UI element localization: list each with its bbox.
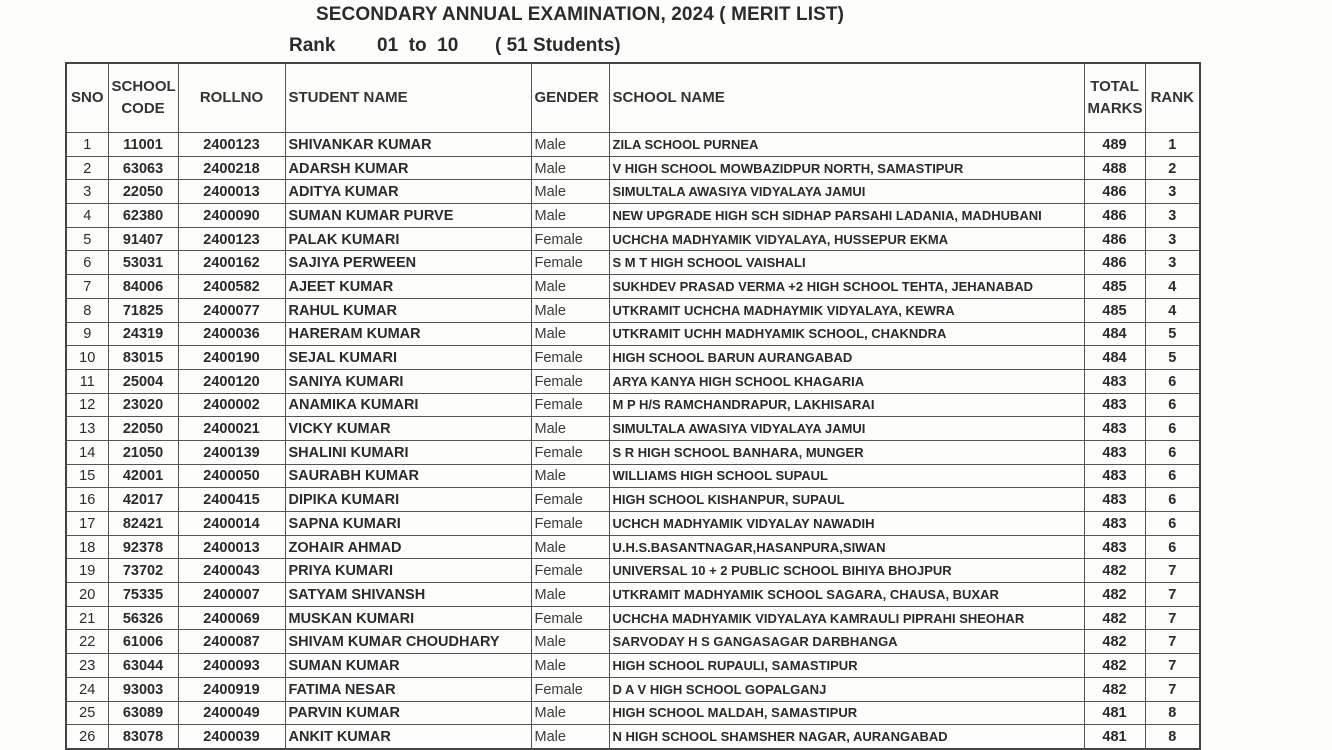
- table-row: [66, 654, 1200, 678]
- cell-school-name: SIMULTALA AWASIYA VIDYALAYA JAMUI: [609, 180, 1084, 204]
- cell-student-name: SATYAM SHIVANSH: [285, 583, 531, 607]
- cell-total-marks: 483: [1084, 393, 1145, 417]
- header-total-marks-line2: MARKS: [1087, 100, 1143, 117]
- cell-rank: 3: [1145, 227, 1200, 251]
- cell-rollno: 2400090: [178, 204, 285, 228]
- table-row: [66, 583, 1200, 607]
- table-row: [66, 701, 1200, 725]
- cell-school-code: 63044: [108, 654, 178, 678]
- cell-total-marks: 482: [1084, 559, 1145, 583]
- cell-gender: Female: [531, 251, 609, 275]
- cell-rank: 1: [1145, 133, 1200, 157]
- cell-student-name: SAURABH KUMAR: [285, 464, 531, 488]
- cell-gender: Male: [531, 180, 609, 204]
- cell-student-name: PARVIN KUMAR: [285, 701, 531, 725]
- cell-rank: 6: [1145, 440, 1200, 464]
- cell-school-name: S M T HIGH SCHOOL VAISHALI: [609, 251, 1084, 275]
- cell-sno: 25: [66, 701, 108, 725]
- cell-rollno: 2400120: [178, 369, 285, 393]
- table-row: [66, 559, 1200, 583]
- cell-student-name: SEJAL KUMARI: [285, 346, 531, 370]
- cell-school-name: U.H.S.BASANTNAGAR,HASANPURA,SIWAN: [609, 535, 1084, 559]
- table-row: [66, 275, 1200, 299]
- cell-school-name: V HIGH SCHOOL MOWBAZIDPUR NORTH, SAMASTIPUR: [609, 156, 1084, 180]
- cell-total-marks: 486: [1084, 180, 1145, 204]
- cell-rank: 5: [1145, 322, 1200, 346]
- cell-sno: 6: [66, 251, 108, 275]
- cell-school-name: UCHCHA MADHYAMIK VIDYALAYA KAMRAULI PIPRAHI SHEOHAR: [609, 606, 1084, 630]
- cell-school-code: 42001: [108, 464, 178, 488]
- header-total-marks-line1: TOTAL: [1090, 78, 1139, 95]
- header-rollno: ROLLNO: [178, 63, 285, 133]
- cell-student-name: AJEET KUMAR: [285, 275, 531, 299]
- cell-school-code: 63063: [108, 156, 178, 180]
- cell-sno: 20: [66, 583, 108, 607]
- table-row: [66, 440, 1200, 464]
- table-row: [66, 180, 1200, 204]
- cell-sno: 14: [66, 440, 108, 464]
- cell-rank: 4: [1145, 275, 1200, 299]
- cell-rollno: 2400415: [178, 488, 285, 512]
- cell-student-name: PALAK KUMARI: [285, 227, 531, 251]
- cell-rank: 3: [1145, 204, 1200, 228]
- cell-student-name: HARERAM KUMAR: [285, 322, 531, 346]
- cell-sno: 12: [66, 393, 108, 417]
- header-student-name: STUDENT NAME: [285, 63, 531, 133]
- cell-rank: 6: [1145, 369, 1200, 393]
- cell-gender: Male: [531, 654, 609, 678]
- cell-student-name: ADARSH KUMAR: [285, 156, 531, 180]
- cell-school-code: 75335: [108, 583, 178, 607]
- cell-total-marks: 484: [1084, 346, 1145, 370]
- cell-rollno: 2400077: [178, 298, 285, 322]
- cell-school-code: 82421: [108, 512, 178, 536]
- cell-total-marks: 482: [1084, 654, 1145, 678]
- table-header-row: [66, 63, 1200, 133]
- cell-gender: Male: [531, 133, 609, 157]
- cell-sno: 17: [66, 512, 108, 536]
- cell-rank: 7: [1145, 559, 1200, 583]
- cell-gender: Male: [531, 298, 609, 322]
- cell-rollno: 2400123: [178, 133, 285, 157]
- table-row: [66, 133, 1200, 157]
- cell-rank: 2: [1145, 156, 1200, 180]
- table-row: [66, 204, 1200, 228]
- cell-school-code: 62380: [108, 204, 178, 228]
- cell-total-marks: 482: [1084, 630, 1145, 654]
- cell-student-name: SHIVAM KUMAR CHOUDHARY: [285, 630, 531, 654]
- cell-gender: Female: [531, 369, 609, 393]
- cell-rollno: 2400162: [178, 251, 285, 275]
- cell-school-code: 24319: [108, 322, 178, 346]
- cell-sno: 21: [66, 606, 108, 630]
- cell-school-code: 83078: [108, 725, 178, 749]
- cell-total-marks: 483: [1084, 440, 1145, 464]
- cell-total-marks: 482: [1084, 677, 1145, 701]
- cell-total-marks: 481: [1084, 701, 1145, 725]
- cell-student-name: SUMAN KUMAR: [285, 654, 531, 678]
- cell-sno: 18: [66, 535, 108, 559]
- cell-rank: 7: [1145, 630, 1200, 654]
- cell-student-name: ANKIT KUMAR: [285, 725, 531, 749]
- cell-sno: 13: [66, 417, 108, 441]
- cell-school-code: 11001: [108, 133, 178, 157]
- cell-gender: Male: [531, 204, 609, 228]
- document-subtitle: [289, 35, 621, 57]
- cell-total-marks: 483: [1084, 464, 1145, 488]
- cell-school-name: UNIVERSAL 10 + 2 PUBLIC SCHOOL BIHIYA BHOJPUR: [609, 559, 1084, 583]
- cell-sno: 19: [66, 559, 108, 583]
- cell-school-name: SIMULTALA AWASIYA VIDYALAYA JAMUI: [609, 417, 1084, 441]
- cell-rank: 3: [1145, 251, 1200, 275]
- cell-total-marks: 486: [1084, 251, 1145, 275]
- table-row: [66, 298, 1200, 322]
- table-row: [66, 251, 1200, 275]
- table-row: [66, 322, 1200, 346]
- cell-student-name: ADITYA KUMAR: [285, 180, 531, 204]
- cell-total-marks: 485: [1084, 298, 1145, 322]
- table-body: [66, 133, 1200, 749]
- cell-school-name: ARYA KANYA HIGH SCHOOL KHAGARIA: [609, 369, 1084, 393]
- cell-school-code: 22050: [108, 417, 178, 441]
- cell-rollno: 2400039: [178, 725, 285, 749]
- cell-rollno: 2400087: [178, 630, 285, 654]
- cell-gender: Male: [531, 701, 609, 725]
- cell-gender: Male: [531, 535, 609, 559]
- cell-school-name: D A V HIGH SCHOOL GOPALGANJ: [609, 677, 1084, 701]
- cell-rank: 6: [1145, 417, 1200, 441]
- cell-total-marks: 481: [1084, 725, 1145, 749]
- table-row: [66, 156, 1200, 180]
- cell-school-name: UCHCHA MADHYAMIK VIDYALAYA, HUSSEPUR EKMA: [609, 227, 1084, 251]
- header-sno: SNO: [66, 63, 108, 133]
- cell-school-code: 61006: [108, 630, 178, 654]
- cell-rollno: 2400123: [178, 227, 285, 251]
- cell-rank: 6: [1145, 535, 1200, 559]
- student-count: ( 51 Students): [495, 35, 621, 56]
- cell-rollno: 2400093: [178, 654, 285, 678]
- cell-school-code: 53031: [108, 251, 178, 275]
- cell-rank: 3: [1145, 180, 1200, 204]
- cell-sno: 1: [66, 133, 108, 157]
- cell-total-marks: 486: [1084, 227, 1145, 251]
- cell-rollno: 2400190: [178, 346, 285, 370]
- cell-total-marks: 483: [1084, 417, 1145, 441]
- cell-rank: 4: [1145, 298, 1200, 322]
- cell-total-marks: 483: [1084, 369, 1145, 393]
- cell-rollno: 2400218: [178, 156, 285, 180]
- table-row: [66, 606, 1200, 630]
- cell-total-marks: 483: [1084, 535, 1145, 559]
- cell-school-name: N HIGH SCHOOL SHAMSHER NAGAR, AURANGABAD: [609, 725, 1084, 749]
- cell-school-name: UTKRAMIT UCHCHA MADHAYMIK VIDYALAYA, KEWRA: [609, 298, 1084, 322]
- table-row: [66, 535, 1200, 559]
- cell-student-name: MUSKAN KUMARI: [285, 606, 531, 630]
- cell-gender: Male: [531, 630, 609, 654]
- cell-sno: 3: [66, 180, 108, 204]
- table-row: [66, 417, 1200, 441]
- cell-rollno: 2400013: [178, 535, 285, 559]
- cell-gender: Male: [531, 275, 609, 299]
- cell-rank: 7: [1145, 677, 1200, 701]
- cell-school-name: WILLIAMS HIGH SCHOOL SUPAUL: [609, 464, 1084, 488]
- cell-school-name: UTKRAMIT UCHH MADHYAMIK SCHOOL, CHAKNDRA: [609, 322, 1084, 346]
- cell-gender: Female: [531, 559, 609, 583]
- cell-school-name: HIGH SCHOOL RUPAULI, SAMASTIPUR: [609, 654, 1084, 678]
- cell-school-name: HIGH SCHOOL KISHANPUR, SUPAUL: [609, 488, 1084, 512]
- cell-gender: Female: [531, 393, 609, 417]
- cell-school-code: 84006: [108, 275, 178, 299]
- cell-total-marks: 489: [1084, 133, 1145, 157]
- cell-total-marks: 482: [1084, 583, 1145, 607]
- cell-rank: 6: [1145, 488, 1200, 512]
- cell-school-code: 91407: [108, 227, 178, 251]
- table-row: [66, 677, 1200, 701]
- cell-school-name: SUKHDEV PRASAD VERMA +2 HIGH SCHOOL TEHTA, JEHANABAD: [609, 275, 1084, 299]
- cell-school-name: NEW UPGRADE HIGH SCH SIDHAP PARSAHI LADANIA, MADHUBANI: [609, 204, 1084, 228]
- cell-school-code: 71825: [108, 298, 178, 322]
- cell-rollno: 2400139: [178, 440, 285, 464]
- table-row: [66, 630, 1200, 654]
- cell-student-name: PRIYA KUMARI: [285, 559, 531, 583]
- cell-gender: Male: [531, 156, 609, 180]
- cell-rollno: 2400582: [178, 275, 285, 299]
- cell-rollno: 2400919: [178, 677, 285, 701]
- cell-school-name: M P H/S RAMCHANDRAPUR, LAKHISARAI: [609, 393, 1084, 417]
- cell-total-marks: 488: [1084, 156, 1145, 180]
- cell-sno: 8: [66, 298, 108, 322]
- cell-rollno: 2400014: [178, 512, 285, 536]
- cell-student-name: SAPNA KUMARI: [285, 512, 531, 536]
- table-row: [66, 464, 1200, 488]
- cell-rank: 6: [1145, 512, 1200, 536]
- cell-school-code: 56326: [108, 606, 178, 630]
- cell-rank: 7: [1145, 654, 1200, 678]
- cell-student-name: DIPIKA KUMARI: [285, 488, 531, 512]
- header-school-name: SCHOOL NAME: [609, 63, 1084, 133]
- cell-school-code: 21050: [108, 440, 178, 464]
- header-total-marks: [1084, 63, 1145, 133]
- cell-school-name: SARVODAY H S GANGASAGAR DARBHANGA: [609, 630, 1084, 654]
- cell-student-name: SUMAN KUMAR PURVE: [285, 204, 531, 228]
- cell-school-name: S R HIGH SCHOOL BANHARA, MUNGER: [609, 440, 1084, 464]
- cell-sno: 23: [66, 654, 108, 678]
- cell-gender: Male: [531, 417, 609, 441]
- cell-gender: Female: [531, 606, 609, 630]
- cell-gender: Female: [531, 346, 609, 370]
- cell-rank: 8: [1145, 701, 1200, 725]
- cell-school-code: 22050: [108, 180, 178, 204]
- cell-rank: 6: [1145, 464, 1200, 488]
- cell-rollno: 2400007: [178, 583, 285, 607]
- cell-school-name: HIGH SCHOOL MALDAH, SAMASTIPUR: [609, 701, 1084, 725]
- rank-range: 01 to 10: [377, 35, 459, 56]
- cell-student-name: ZOHAIR AHMAD: [285, 535, 531, 559]
- cell-school-name: ZILA SCHOOL PURNEA: [609, 133, 1084, 157]
- cell-sno: 15: [66, 464, 108, 488]
- cell-sno: 2: [66, 156, 108, 180]
- header-gender: GENDER: [531, 63, 609, 133]
- cell-rank: 7: [1145, 606, 1200, 630]
- cell-school-name: UCHCH MADHYAMIK VIDYALAY NAWADIH: [609, 512, 1084, 536]
- cell-rollno: 2400069: [178, 606, 285, 630]
- cell-student-name: SHIVANKAR KUMAR: [285, 133, 531, 157]
- cell-sno: 9: [66, 322, 108, 346]
- cell-gender: Female: [531, 677, 609, 701]
- cell-gender: Female: [531, 227, 609, 251]
- cell-school-name: HIGH SCHOOL BARUN AURANGABAD: [609, 346, 1084, 370]
- cell-student-name: ANAMIKA KUMARI: [285, 393, 531, 417]
- merit-list-table: [65, 62, 1201, 750]
- cell-student-name: SANIYA KUMARI: [285, 369, 531, 393]
- cell-gender: Female: [531, 512, 609, 536]
- table-row: [66, 488, 1200, 512]
- cell-school-code: 25004: [108, 369, 178, 393]
- cell-total-marks: 483: [1084, 488, 1145, 512]
- table-row: [66, 512, 1200, 536]
- cell-school-name: UTKRAMIT MADHYAMIK SCHOOL SAGARA, CHAUSA, BUXAR: [609, 583, 1084, 607]
- cell-school-code: 63089: [108, 701, 178, 725]
- cell-sno: 26: [66, 725, 108, 749]
- cell-gender: Male: [531, 322, 609, 346]
- header-rank: RANK: [1145, 63, 1200, 133]
- cell-school-code: 42017: [108, 488, 178, 512]
- cell-rollno: 2400049: [178, 701, 285, 725]
- cell-sno: 22: [66, 630, 108, 654]
- table-row: [66, 227, 1200, 251]
- cell-school-code: 23020: [108, 393, 178, 417]
- cell-school-code: 73702: [108, 559, 178, 583]
- document-title: SECONDARY ANNUAL EXAMINATION, 2024 ( MERIT LIST): [316, 4, 845, 25]
- cell-rollno: 2400013: [178, 180, 285, 204]
- table-row: [66, 393, 1200, 417]
- table-row: [66, 346, 1200, 370]
- cell-school-code: 93003: [108, 677, 178, 701]
- cell-gender: Male: [531, 725, 609, 749]
- cell-total-marks: 484: [1084, 322, 1145, 346]
- rank-label: Rank: [289, 35, 336, 56]
- cell-student-name: VICKY KUMAR: [285, 417, 531, 441]
- cell-rank: 5: [1145, 346, 1200, 370]
- cell-rollno: 2400043: [178, 559, 285, 583]
- cell-sno: 11: [66, 369, 108, 393]
- header-school-code: [108, 63, 178, 133]
- cell-gender: Female: [531, 488, 609, 512]
- cell-total-marks: 483: [1084, 512, 1145, 536]
- cell-sno: 16: [66, 488, 108, 512]
- cell-rollno: 2400021: [178, 417, 285, 441]
- header-school-code-line1: SCHOOL: [111, 78, 176, 95]
- cell-total-marks: 485: [1084, 275, 1145, 299]
- cell-rank: 7: [1145, 583, 1200, 607]
- cell-student-name: FATIMA NESAR: [285, 677, 531, 701]
- cell-school-code: 92378: [108, 535, 178, 559]
- cell-rank: 8: [1145, 725, 1200, 749]
- cell-gender: Male: [531, 464, 609, 488]
- cell-student-name: RAHUL KUMAR: [285, 298, 531, 322]
- table-row: [66, 725, 1200, 749]
- cell-gender: Male: [531, 583, 609, 607]
- cell-sno: 24: [66, 677, 108, 701]
- cell-total-marks: 482: [1084, 606, 1145, 630]
- cell-rollno: 2400050: [178, 464, 285, 488]
- cell-sno: 5: [66, 227, 108, 251]
- cell-school-code: 83015: [108, 346, 178, 370]
- cell-rollno: 2400036: [178, 322, 285, 346]
- cell-rank: 6: [1145, 393, 1200, 417]
- cell-student-name: SAJIYA PERWEEN: [285, 251, 531, 275]
- table-row: [66, 369, 1200, 393]
- cell-sno: 7: [66, 275, 108, 299]
- cell-gender: Female: [531, 440, 609, 464]
- cell-rollno: 2400002: [178, 393, 285, 417]
- cell-sno: 4: [66, 204, 108, 228]
- cell-student-name: SHALINI KUMARI: [285, 440, 531, 464]
- header-school-code-line2: CODE: [121, 100, 165, 117]
- cell-total-marks: 486: [1084, 204, 1145, 228]
- cell-sno: 10: [66, 346, 108, 370]
